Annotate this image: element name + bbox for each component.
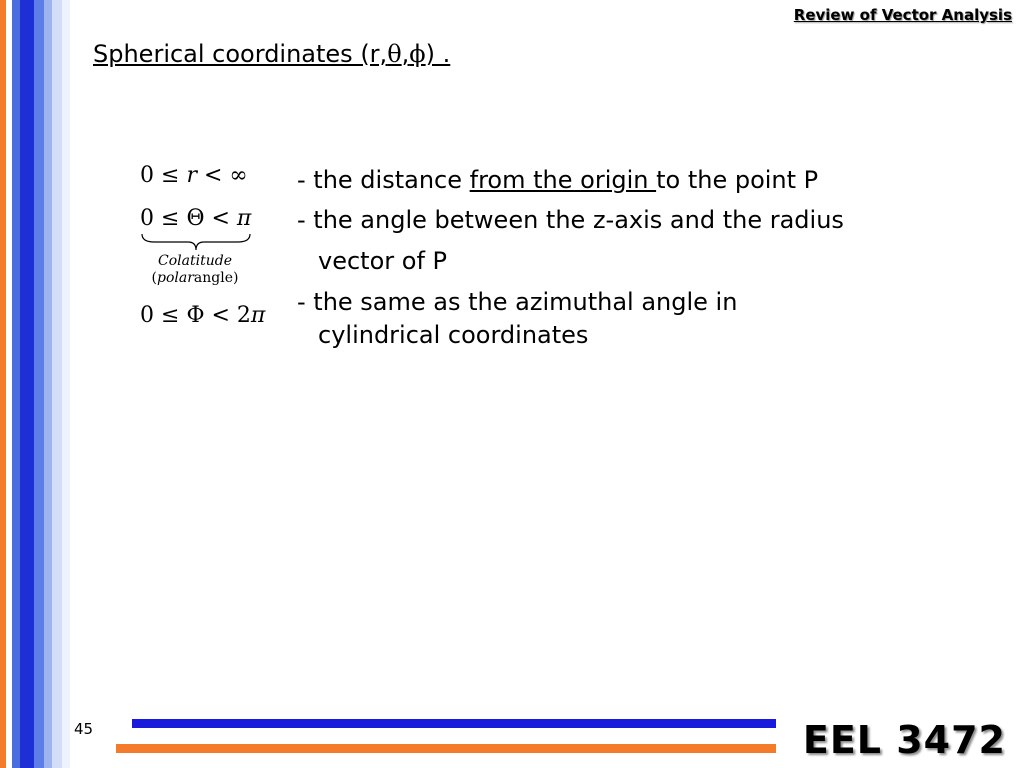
eq-phi-zero: 0 <box>140 303 154 328</box>
polar-open-paren: ( <box>151 270 157 286</box>
title-prefix: Spherical coordinates (r, <box>93 40 388 68</box>
eq-phi-lt: < <box>211 303 230 328</box>
eq-r-var: r <box>186 163 197 188</box>
page-number: 45 <box>74 720 94 738</box>
eq-theta-var: Θ <box>186 206 205 231</box>
eq-r-lt: < <box>203 163 223 188</box>
title-comma: , <box>401 40 410 68</box>
description-phi-line1: - the same as the azimuthal angle in <box>297 288 738 316</box>
description-theta-line1: - the angle between the z-axis and the radius <box>297 206 844 234</box>
equation-r-range <box>140 163 248 188</box>
desc-r-suffix: to the point P <box>656 166 819 194</box>
description-theta-line2: vector of P <box>318 247 447 275</box>
left-stripes <box>0 0 70 768</box>
desc-r-prefix: - the distance <box>297 166 470 194</box>
underbrace <box>140 232 252 252</box>
colatitude-text: Colatitude <box>158 253 232 269</box>
colatitude-label <box>140 252 250 270</box>
eq-theta-le: ≤ <box>161 206 180 231</box>
eq-theta-lt: < <box>211 206 230 231</box>
eq-r-le: ≤ <box>161 163 180 188</box>
polar-angle-label <box>140 269 250 287</box>
title-suffix: ) . <box>425 40 451 68</box>
eq-phi-var: Φ <box>186 303 205 328</box>
description-phi-line2: cylindrical coordinates <box>318 321 589 349</box>
title-theta: θ <box>387 40 402 68</box>
desc-r-underlined: from the origin <box>469 166 657 194</box>
header-title: Review of Vector Analysis <box>793 6 1012 24</box>
eq-phi-bound-num: 2 <box>236 303 251 328</box>
polar-text: polar <box>156 270 194 286</box>
title-phi: ϕ <box>409 40 426 68</box>
eq-theta-bound: π <box>236 206 252 231</box>
eq-r-bound: ∞ <box>229 163 248 188</box>
footer-blue-bar <box>132 719 776 728</box>
slide-title <box>93 40 450 68</box>
eq-phi-bound: π <box>250 303 266 328</box>
description-r <box>297 166 818 194</box>
angle-text: angle) <box>193 270 239 286</box>
eq-theta-zero: 0 <box>140 206 154 231</box>
equation-phi-range <box>140 303 265 328</box>
eq-r-zero: 0 <box>140 163 154 188</box>
equation-theta-range <box>140 206 251 231</box>
eq-phi-le: ≤ <box>161 303 180 328</box>
course-code: EEL 3472 <box>802 718 1006 762</box>
footer-orange-bar <box>116 744 776 753</box>
